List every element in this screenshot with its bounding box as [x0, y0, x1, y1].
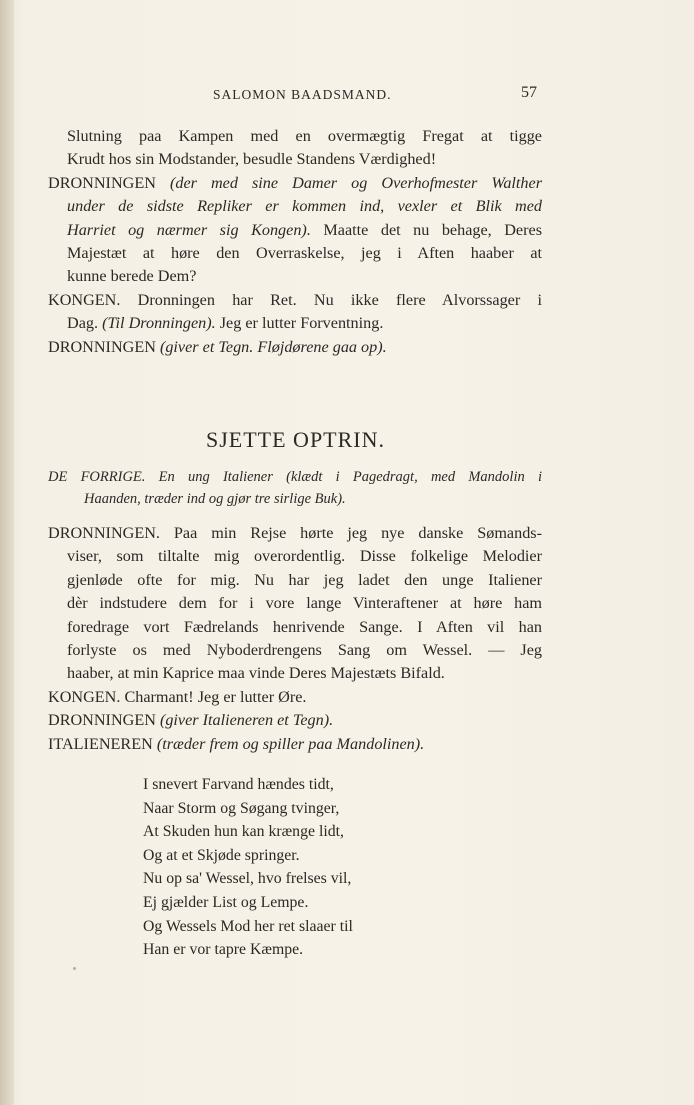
- text-line: Slutning paa Kampen med en overmægtig Fregat at tigge: [67, 127, 542, 145]
- dialogue-line: [48, 312, 542, 335]
- dialogue-text: Dag.: [67, 314, 99, 333]
- stage-direction: Harriet og nærmer sig Kongen).: [67, 220, 311, 239]
- dialogue-line: haaber, at min Kaprice maa vinde Deres Majestæts Bifald.: [67, 664, 445, 683]
- dialogue-line: [48, 289, 542, 312]
- dialogue-line: [48, 336, 542, 359]
- dialogue-line: [48, 522, 542, 545]
- page-number: 57: [521, 84, 537, 101]
- dialogue-block-scene: [48, 522, 542, 756]
- speaker-name: KONGEN.: [48, 290, 121, 309]
- dialogue-line: [48, 195, 542, 218]
- speaker-name: DRONNINGEN: [48, 337, 156, 356]
- verse-line: Og Wessels Mod her ret slaaer til: [143, 917, 353, 935]
- stage-direction-line: Haanden, træder ind og gjør tre sirlige Buk).: [84, 491, 346, 507]
- verse-line: Han er vor tapre Kæmpe.: [143, 941, 304, 959]
- dialogue-line: [48, 733, 542, 756]
- verse-line: I snevert Farvand hændes tidt,: [143, 776, 334, 793]
- book-binding-edge: [0, 0, 14, 1105]
- scene-heading: SJETTE OPTRIN.: [206, 427, 385, 452]
- dialogue-text: Jeg er lutter Forventning.: [219, 314, 384, 333]
- stage-direction: (giver et Tegn. Fløjdørene gaa op).: [159, 337, 387, 356]
- dialogue-line: gjenløde ofte for mig. Nu har jeg ladet den unge Italiener: [67, 570, 542, 589]
- stage-direction: (Til Dronningen).: [102, 314, 216, 333]
- dialogue-line: [48, 709, 542, 732]
- stage-direction: (der med sine Damer og Overhofmester Walther: [169, 173, 543, 192]
- dialogue-text: Maatte det nu behage, Deres: [323, 220, 542, 239]
- dialogue-line: forlyste os med Nyboderdrengens Sang om Wessel. — Jeg: [67, 641, 542, 660]
- song-verse: [143, 773, 353, 962]
- verse-line: Naar Storm og Søgang tvinger,: [143, 799, 340, 817]
- dialogue-text: Charmant! Jeg er lutter Øre.: [124, 687, 307, 706]
- text-line: Krudt hos sin Modstander, besudle Standens Værdighed!: [67, 150, 437, 169]
- stage-direction: under de sidste Repliker er kommen ind, vexler et Blik med: [67, 197, 542, 216]
- speaker-name: DRONNINGEN: [48, 173, 156, 192]
- dialogue-line: [48, 172, 542, 195]
- stage-direction-line: DE FORRIGE. En ung Italiener (klædt i Pagedragt, med Mandolin i: [48, 469, 542, 485]
- dialogue-block-top: [48, 125, 542, 359]
- paper-speck: [73, 967, 76, 970]
- dialogue-line: foredrage vort Fædrelands henrivende Sange. I Aften vil han: [67, 617, 542, 636]
- stage-direction: (træder frem og spiller paa Mandolinen).: [156, 734, 425, 753]
- verse-line: Nu op sa' Wessel, hvo frelses vil,: [143, 870, 352, 888]
- speaker-name: DRONNINGEN: [48, 711, 156, 730]
- speaker-name: DRONNINGEN.: [48, 524, 160, 542]
- dialogue-text: Paa min Rejse hørte jeg nye danske Sømands-: [173, 524, 542, 542]
- dialogue-text: Dronningen har Ret. Nu ikke flere Alvorssager i: [137, 290, 542, 309]
- dialogue-line: kunne berede Dem?: [67, 267, 197, 286]
- speaker-name: KONGEN.: [48, 687, 121, 706]
- running-title: SALOMON BAADSMAND.: [213, 87, 392, 102]
- scene-stage-direction: [48, 466, 542, 510]
- verse-line: At Skuden hun kan krænge lidt,: [143, 823, 344, 841]
- verse-line: Og at et Skjøde springer.: [143, 846, 300, 864]
- stage-direction: (giver Italieneren et Tegn).: [159, 711, 334, 730]
- dialogue-line: viser, som tiltalte mig overordentlig. Disse folkelige Melodier: [67, 547, 542, 566]
- dialogue-line: dèr indstudere dem for i vore lange Vinteraftener at høre ham: [67, 594, 542, 613]
- dialogue-line: Majestæt at høre den Overraskelse, jeg i Aften haaber at: [67, 244, 542, 263]
- dialogue-line: [48, 219, 542, 242]
- verse-line: Ej gjælder List og Lempe.: [143, 893, 309, 911]
- speaker-name: ITALIENEREN: [48, 734, 153, 753]
- dialogue-line: [48, 686, 542, 709]
